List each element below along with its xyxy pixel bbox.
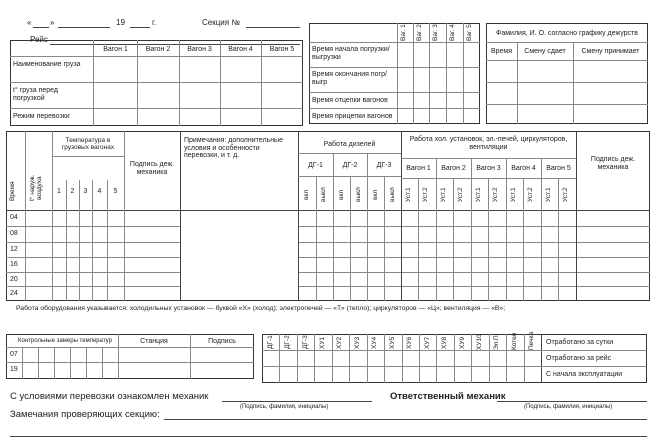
cargo-wagon-header: Вагон 2 [145, 46, 171, 53]
mechanic-sign-right-header: Подпись деж. механика [590, 156, 636, 171]
hours-col-header: Печка [528, 331, 536, 350]
cargo-row-label: Наименование груза [13, 61, 81, 68]
wagon-num: 3 [83, 188, 88, 195]
diesel-on: вкл [338, 189, 345, 201]
unit-label: Уст.2 [527, 187, 534, 203]
hours-col-header: ХУ5 [388, 336, 396, 349]
unit-label: Уст.1 [475, 187, 482, 203]
year-suffix: г. [152, 18, 157, 27]
duty-table [486, 23, 648, 124]
control-row-label: 19 [10, 366, 18, 373]
unit-label: Уст.2 [492, 187, 499, 203]
hour-label: 04 [10, 214, 18, 221]
sign-hint: (Подпись, фамилия, инициалы) [524, 404, 613, 410]
duty-col-header: Смену сдает [524, 48, 566, 55]
cooling-title: Работа хол. установок, эл.-печей, циркуляторов, вентиляции [409, 136, 568, 151]
diesel-on: вкл [372, 189, 379, 201]
cargo-row-label: t° груза перед погрузкой [13, 87, 59, 102]
remarks-field-2[interactable] [10, 436, 647, 437]
cooling-wagon: Вагон 2 [441, 165, 466, 172]
hour-label: 24 [10, 290, 18, 297]
unit-label: Уст.1 [405, 187, 412, 203]
outside-temp-header: t° наруж. воздуха [29, 174, 43, 202]
unit-label: Уст.1 [510, 187, 517, 203]
unit-label: Уст.1 [440, 187, 447, 203]
cooling-wagon: Вагон 1 [406, 165, 431, 172]
cooling-wagon: Вагон 4 [511, 165, 536, 172]
load-wagon-header: Ваг. 5 [466, 24, 473, 42]
load-row-label: Время окончания погр/выгр [312, 71, 387, 86]
hours-col-header: ДГ-3 [301, 335, 309, 350]
hour-label: 20 [10, 276, 18, 283]
diesel-off: выкл [389, 187, 396, 203]
unit-label: Уст.2 [457, 187, 464, 203]
wagon-temp-title: Температура в грузовых вагонах [61, 137, 115, 152]
cooling-wagon: Вагон 3 [476, 165, 501, 172]
date-quote-close: » [50, 18, 55, 27]
notes-header: Примечания: дополнительные условия и особенности перевозки, и т. д. [184, 137, 283, 160]
cargo-wagon-header: Вагон 3 [187, 46, 212, 53]
hours-col-header: ХУ6 [406, 336, 414, 349]
hour-label: 16 [10, 261, 18, 268]
hour-label: 12 [10, 246, 18, 253]
remarks-label: Замечания проверяющих секцию: [10, 409, 160, 420]
remarks-field[interactable] [164, 419, 647, 420]
unit-label: Уст.2 [562, 187, 569, 203]
acquainted-sign-field[interactable] [222, 401, 372, 402]
hours-row-label: С начала эксплуатации [546, 371, 623, 378]
hours-col-header: ХУ4 [371, 336, 379, 349]
load-row-label: Время отцепки вагонов [312, 97, 388, 104]
hours-row-label: Отработано за сутки [546, 339, 614, 346]
wagon-num: 4 [97, 188, 102, 195]
hours-col-header: ХУ10 [475, 334, 483, 350]
load-wagon-header: Ваг. 3 [432, 24, 439, 42]
hours-col-header: ХУ1 [319, 336, 327, 349]
year-prefix: 19 [116, 18, 125, 27]
date-quote-open: « [27, 18, 32, 27]
hours-col-header: ХУ3 [353, 336, 361, 349]
hours-col-header: Котел [510, 332, 518, 350]
diesel-on: вкл [303, 189, 310, 201]
duty-col-header: Время [490, 48, 513, 55]
cooling-wagon: Вагон 5 [546, 165, 571, 172]
day-field[interactable] [33, 27, 49, 28]
section-field[interactable] [246, 27, 300, 28]
wagon-num: 5 [113, 188, 118, 195]
equipment-note: Работа оборудования указывается: холодильных установок — буквой «Х» (холод); электропечей — «Т» (тепло); циркуляторов — «Ц»; вентиляция — «В»; [16, 305, 506, 312]
year-field[interactable] [130, 27, 150, 28]
unit-label: Уст.2 [422, 187, 429, 203]
cargo-wagon-header: Вагон 5 [269, 46, 295, 53]
control-col-header: Контрольные замеры температур [18, 338, 112, 344]
hours-col-header: ДГ-1 [266, 335, 274, 350]
load-row-label: Время начала погрузки/выгрузки [312, 46, 390, 61]
load-wagon-header: Ваг. 4 [449, 24, 456, 42]
hours-col-header: Эл.П. [493, 333, 501, 350]
duty-title: Фамилия, И. О. согласно графику дежурств [496, 30, 638, 37]
unit-label: Уст.1 [545, 187, 552, 203]
mechanic-sign-header: Подпись деж. механика [129, 161, 175, 176]
section-label: Секция № [202, 18, 240, 27]
time-col-header: Время [9, 181, 16, 201]
diesel-off: выкл [355, 187, 362, 203]
diesel-label: ДГ-1 [308, 162, 323, 169]
responsible-sign-field[interactable] [497, 401, 647, 402]
load-wagon-header: Ваг. 2 [416, 24, 423, 42]
sign-col-header: Подпись [208, 338, 236, 345]
duty-col-header: Смену принимает [581, 48, 640, 55]
diesel-title: Работа дизелей [323, 141, 376, 148]
wagon-num: 2 [70, 188, 75, 195]
month-field[interactable] [58, 27, 110, 28]
responsible-label: Ответственный механик [390, 391, 506, 402]
sign-hint: (Подпись, фамилия, инициалы) [240, 404, 329, 410]
load-row-label: Время прицепки вагонов [312, 113, 393, 120]
cargo-wagon-header: Вагон 4 [228, 46, 253, 53]
cargo-row-label: Режим перевозки [13, 113, 70, 120]
hours-col-header: ХУ8 [441, 336, 449, 349]
acquainted-label: С условиями перевозки ознакомлен механик [10, 391, 209, 402]
hours-row-label: Отработано за рейс [546, 355, 612, 362]
hours-col-header: ХУ2 [336, 336, 344, 349]
diesel-label: ДГ-3 [376, 162, 392, 169]
hours-col-header: ХУ7 [423, 336, 431, 349]
hours-col-header: ХУ9 [458, 336, 466, 349]
wagon-num: 1 [57, 188, 61, 195]
station-col-header: Станция [140, 338, 168, 345]
cargo-wagon-header: Вагон 1 [103, 46, 128, 53]
diesel-off: выкл [320, 187, 327, 203]
hours-col-header: ДГ-2 [284, 335, 292, 350]
load-wagon-header: Ваг. 1 [400, 24, 407, 42]
hour-label: 08 [10, 230, 18, 237]
route-label: Рейс [30, 35, 48, 44]
control-row-label: 07 [10, 351, 18, 358]
diesel-label: ДГ-2 [342, 162, 358, 169]
